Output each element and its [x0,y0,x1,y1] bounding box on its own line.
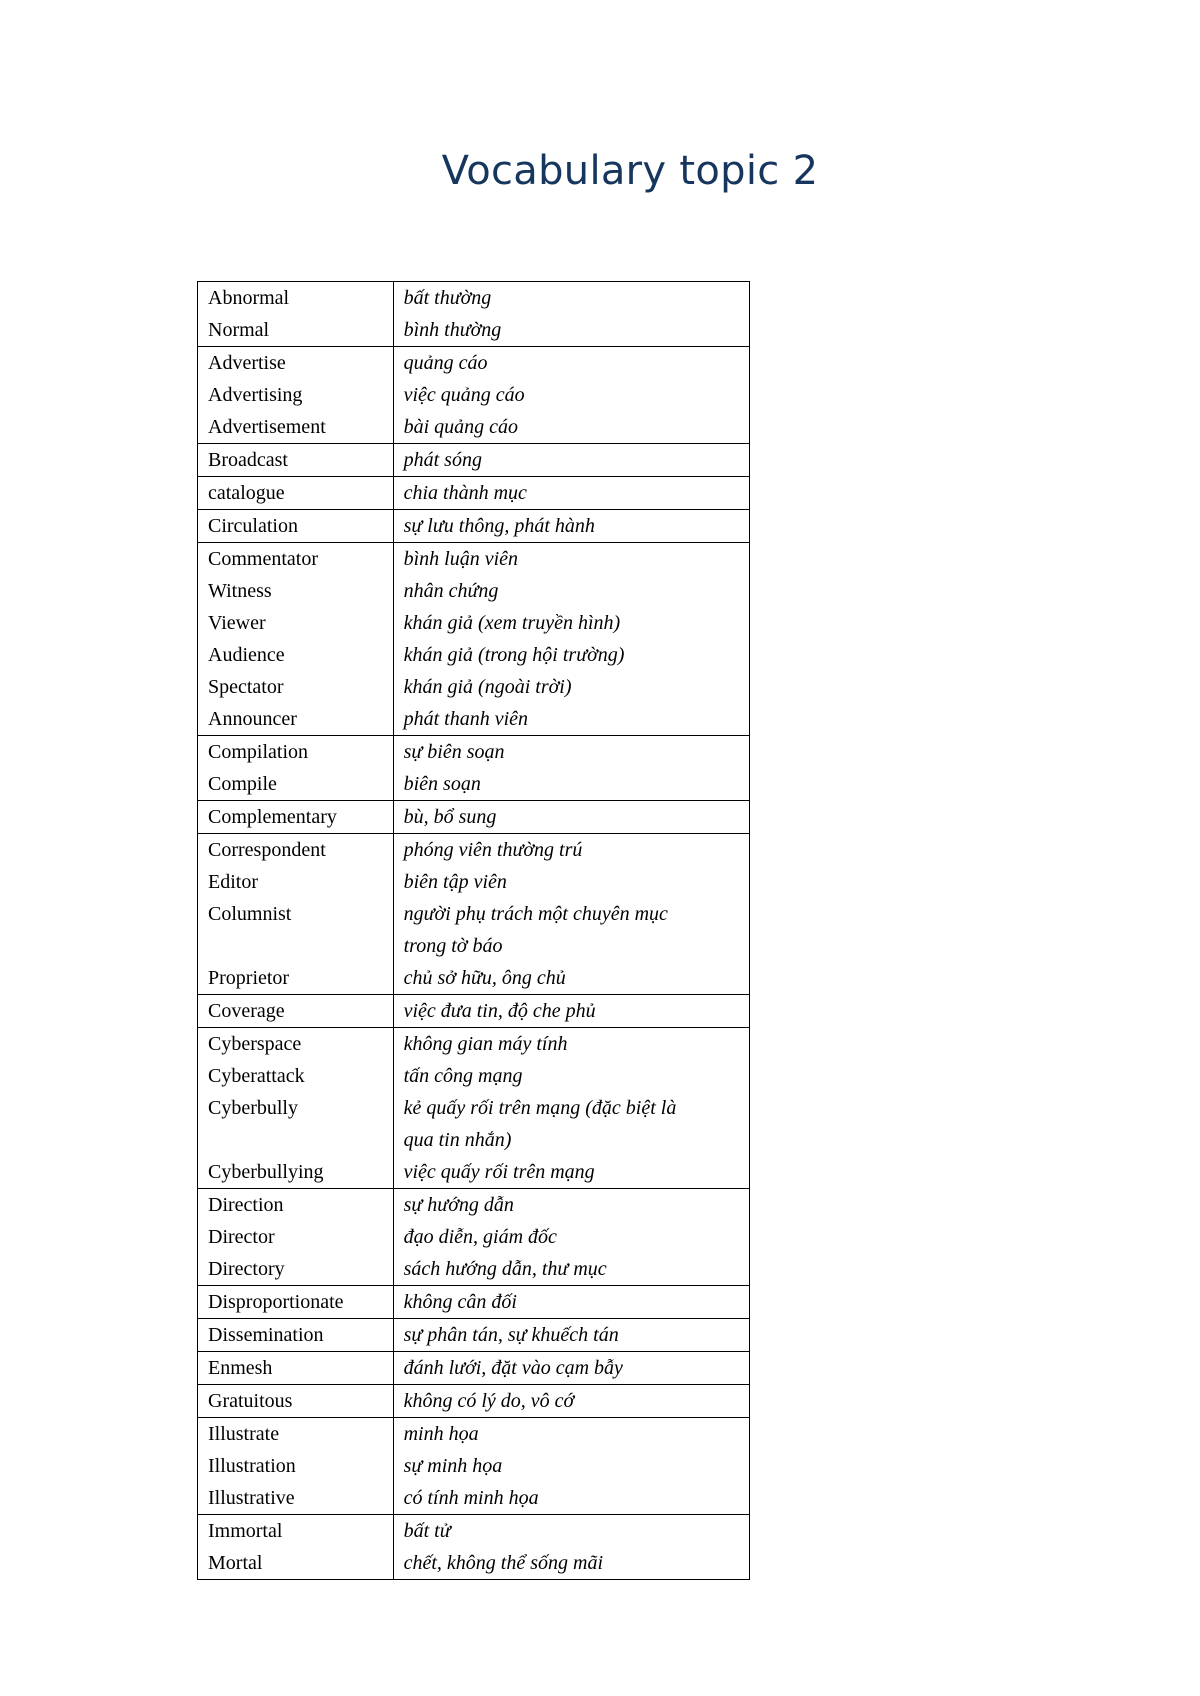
english-term: Cyberbullying [208,1161,324,1183]
english-term: Cyberspace [208,1033,302,1055]
vietnamese-meaning-cell [393,1189,749,1286]
english-term: Illustrate [208,1423,280,1445]
vietnamese-meaning-cell [393,736,749,801]
english-term: Director [208,1226,275,1248]
english-term-cell [198,1352,394,1385]
vietnamese-meaning: biên tập viên [403,871,507,893]
table-row [198,543,750,736]
vietnamese-meaning: chia thành mục [403,482,527,504]
english-term: Advertisement [208,416,326,438]
table-row [198,477,750,510]
english-term: Spectator [208,676,284,698]
vietnamese-meaning-cell [393,543,749,736]
table-row [198,1352,750,1385]
vietnamese-meaning-cell [393,834,749,995]
english-term: Coverage [208,1000,285,1022]
vietnamese-meaning: bình thường [403,319,502,341]
vietnamese-meaning: không có lý do, vô cớ [403,1390,575,1412]
vietnamese-meaning: bù, bổ sung [403,806,497,828]
vietnamese-meaning: sự hướng dẫn [403,1194,514,1216]
english-term-cell [198,1385,394,1418]
table-row [198,1515,750,1580]
vietnamese-meaning: quảng cáo [403,352,488,374]
english-term: catalogue [208,482,285,504]
table-row [198,444,750,477]
english-term: Correspondent [208,839,326,861]
vietnamese-meaning: phát thanh viên [403,708,529,730]
english-term: Advertising [208,384,303,406]
english-term: Broadcast [208,449,288,471]
vietnamese-meaning: đánh lưới, đặt vào cạm bẫy [403,1357,623,1379]
vietnamese-meaning: không cân đối [403,1291,517,1313]
english-term-cell [198,1418,394,1515]
vietnamese-meaning: khán giả (ngoài trời) [403,676,572,698]
english-term: Gratuitous [208,1390,293,1412]
vietnamese-meaning: phát sóng [403,449,482,471]
english-term: Direction [208,1194,284,1216]
vocabulary-table-body [198,282,750,1580]
table-row [198,1189,750,1286]
table-row [198,1418,750,1515]
english-term: Immortal [208,1520,283,1542]
english-term: Enmesh [208,1357,273,1379]
english-term-cell [198,477,394,510]
english-term [208,930,383,962]
vietnamese-meaning: sách hướng dẫn, thư mục [403,1258,607,1280]
english-term-cell [198,1189,394,1286]
vietnamese-meaning: bất thường [403,287,492,309]
vietnamese-meaning-cell [393,444,749,477]
english-term-cell [198,834,394,995]
english-term-cell [198,282,394,347]
english-term-cell [198,347,394,444]
vietnamese-meaning: việc đưa tin, độ che phủ [403,1000,596,1022]
english-term: Abnormal [208,287,290,309]
english-term: Directory [208,1258,285,1280]
english-term: Editor [208,871,258,893]
english-term: Audience [208,644,285,666]
english-term: Dissemination [208,1324,324,1346]
vietnamese-meaning: việc quấy rối trên mạng [403,1161,595,1183]
table-row [198,1028,750,1189]
english-term-cell [198,543,394,736]
english-term: Illustrative [208,1487,295,1509]
english-term-cell [198,995,394,1028]
vietnamese-meaning: chủ sở hữu, ông chủ [403,967,566,989]
vietnamese-meaning-cell [393,1286,749,1319]
english-term: Mortal [208,1552,263,1574]
vietnamese-meaning-cell [393,347,749,444]
english-term-cell [198,1319,394,1352]
vietnamese-meaning: nhân chứng [403,580,499,602]
vietnamese-meaning-cell [393,510,749,543]
english-term [208,1124,383,1156]
english-term: Columnist [208,903,292,925]
english-term: Illustration [208,1455,296,1477]
english-term: Compilation [208,741,308,763]
vietnamese-meaning: sự phân tán, sự khuếch tán [403,1324,619,1346]
vietnamese-meaning: trong tờ báo [403,935,503,957]
english-term-cell [198,736,394,801]
english-term: Advertise [208,352,286,374]
table-row [198,1385,750,1418]
english-term: Cyberattack [208,1065,305,1087]
english-term: Normal [208,319,270,341]
table-row [198,736,750,801]
vietnamese-meaning: sự minh họa [403,1455,503,1477]
table-row [198,510,750,543]
vietnamese-meaning: người phụ trách một chuyên mục [403,903,668,925]
table-row [198,282,750,347]
table-row [198,834,750,995]
vietnamese-meaning: bất tử [403,1520,451,1542]
vietnamese-meaning: phóng viên thường trú [403,839,583,861]
vietnamese-meaning: qua tin nhắn) [403,1129,512,1151]
english-term: Commentator [208,548,318,570]
vietnamese-meaning: khán giả (xem truyền hình) [403,612,621,634]
vietnamese-meaning-cell [393,1385,749,1418]
vietnamese-meaning: kẻ quấy rối trên mạng (đặc biệt là [403,1097,677,1119]
page-title: Vocabulary topic 2 [441,148,819,194]
english-term: Disproportionate [208,1291,344,1313]
vietnamese-meaning: việc quảng cáo [403,384,525,406]
vietnamese-meaning: sự biên soạn [403,741,505,763]
english-term: Cyberbully [208,1097,298,1119]
vietnamese-meaning: khán giả (trong hội trường) [403,644,625,666]
english-term: Compile [208,773,277,795]
vietnamese-meaning: không gian máy tính [403,1033,568,1055]
vietnamese-meaning-cell [393,995,749,1028]
english-term-cell [198,1515,394,1580]
vietnamese-meaning: chết, không thể sống mãi [403,1552,604,1574]
vietnamese-meaning-cell [393,801,749,834]
vietnamese-meaning: minh họa [403,1423,479,1445]
table-row [198,801,750,834]
table-row [198,995,750,1028]
vietnamese-meaning-cell [393,1352,749,1385]
vietnamese-meaning: bài quảng cáo [403,416,519,438]
english-term-cell [198,1286,394,1319]
vietnamese-meaning-cell [393,477,749,510]
vietnamese-meaning: biên soạn [403,773,481,795]
english-term-cell [198,444,394,477]
english-term-cell [198,510,394,543]
vietnamese-meaning: đạo diễn, giám đốc [403,1226,557,1248]
english-term: Proprietor [208,967,290,989]
vietnamese-meaning: tấn công mạng [403,1065,523,1087]
table-row [198,347,750,444]
english-term: Witness [208,580,272,602]
vietnamese-meaning-cell [393,1028,749,1189]
english-term-cell [198,801,394,834]
vietnamese-meaning-cell [393,282,749,347]
english-term: Announcer [208,708,297,730]
vietnamese-meaning-cell [393,1418,749,1515]
english-term: Circulation [208,515,298,537]
vietnamese-meaning: có tính minh họa [403,1487,539,1509]
vietnamese-meaning-cell [393,1319,749,1352]
vietnamese-meaning-cell [393,1515,749,1580]
english-term-cell [198,1028,394,1189]
table-row [198,1286,750,1319]
english-term: Viewer [208,612,266,634]
vocabulary-table [197,281,750,1580]
vietnamese-meaning: bình luận viên [403,548,519,570]
english-term: Complementary [208,806,337,828]
vietnamese-meaning: sự lưu thông, phát hành [403,515,595,537]
table-row [198,1319,750,1352]
